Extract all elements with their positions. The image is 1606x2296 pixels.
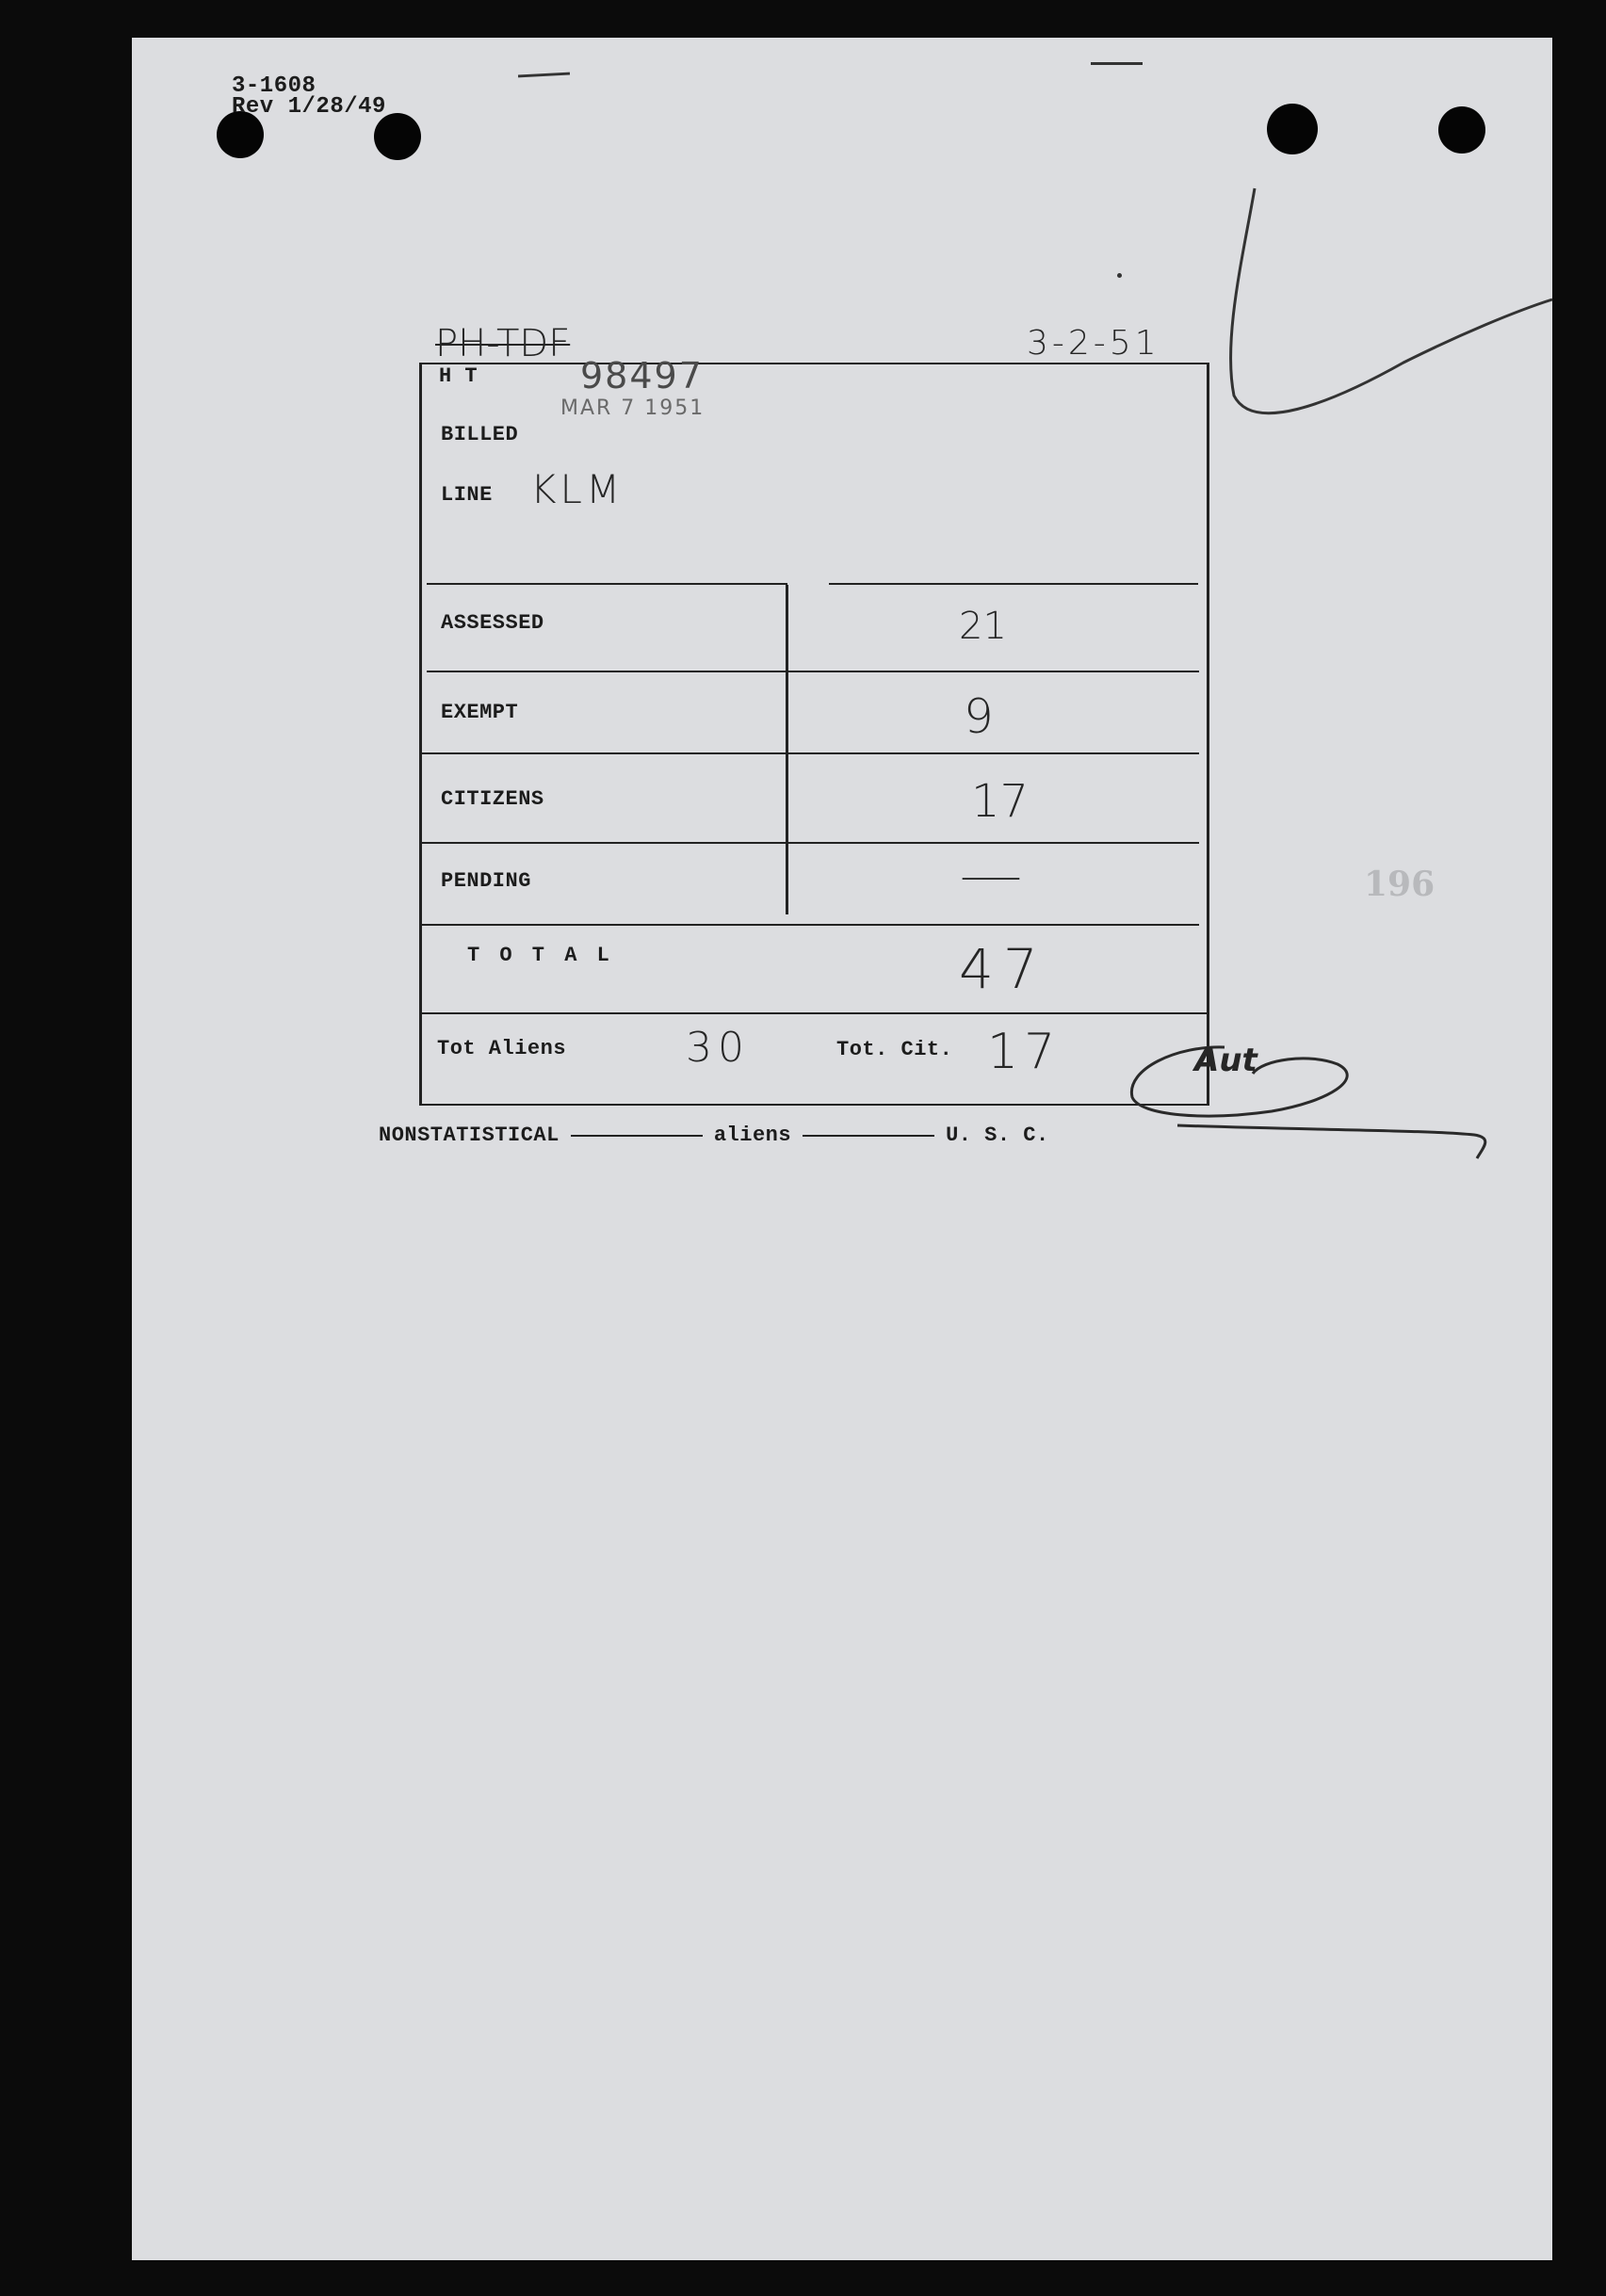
dot-mark — [1117, 273, 1122, 278]
nonstatistical-label: NONSTATISTICAL — [379, 1124, 560, 1147]
billed-label: BILLED — [441, 423, 519, 446]
ht-number-stamp: 98497 — [580, 355, 704, 396]
tot-cit-label: Tot. Cit. — [836, 1038, 953, 1061]
form-number: 3-1608 — [232, 73, 316, 99]
row-label-citizens: CITIZENS — [441, 787, 544, 811]
top-mark-1 — [518, 73, 570, 78]
row-divider-1 — [427, 671, 1199, 672]
divider-top-right — [829, 583, 1198, 585]
initials: Aut — [1194, 1042, 1257, 1079]
station-handwritten: PH-TDF — [435, 322, 571, 365]
initials-loop — [1121, 1036, 1573, 1205]
row-label-pending: PENDING — [441, 869, 531, 893]
date-stamp: MAR 7 1951 — [560, 396, 706, 420]
row-label-exempt: EXEMPT — [441, 701, 519, 724]
row-divider-4 — [422, 924, 1199, 926]
page-number: 196 — [1364, 865, 1436, 904]
column-divider — [786, 585, 788, 914]
usc-blank — [803, 1135, 934, 1137]
row-divider-5 — [422, 1012, 1207, 1014]
punch-hole-right-1 — [1267, 104, 1318, 154]
usc-label: U. S. C. — [946, 1124, 1049, 1147]
row-value-exempt: 9 — [964, 689, 994, 744]
row-divider-3 — [422, 842, 1199, 844]
top-mark-2 — [1091, 62, 1143, 65]
row-value-assessed: 21 — [959, 605, 1007, 648]
total-label: T O T A L — [467, 944, 613, 967]
form-box — [419, 355, 1209, 1106]
total-value: 47 — [959, 937, 1047, 1001]
aliens-word: aliens — [713, 1124, 792, 1147]
tot-aliens-label: Tot Aliens — [437, 1037, 567, 1060]
punch-hole-left-2 — [374, 113, 421, 160]
row-value-citizens: 17 — [971, 775, 1030, 828]
tot-aliens-value: 30 — [686, 1024, 750, 1072]
ht-label: H T — [439, 364, 479, 388]
punch-hole-right-2 — [1438, 106, 1485, 154]
line-label: LINE — [441, 483, 493, 507]
row-label-assessed: ASSESSED — [441, 611, 544, 635]
row-value-pending: — — [959, 849, 1023, 902]
nonstatistical-line — [379, 1124, 1049, 1147]
divider-top-left — [427, 583, 787, 585]
line-value: KLM — [530, 466, 625, 512]
aliens-blank — [571, 1135, 703, 1137]
document-page — [132, 38, 1552, 2260]
form-revision: Rev 1/28/49 — [232, 94, 386, 120]
row-divider-2 — [422, 752, 1199, 754]
date-handwritten: 3-2-51 — [1027, 324, 1160, 363]
tot-cit-value: 17 — [987, 1024, 1062, 1080]
pencil-stroke — [1215, 179, 1554, 461]
